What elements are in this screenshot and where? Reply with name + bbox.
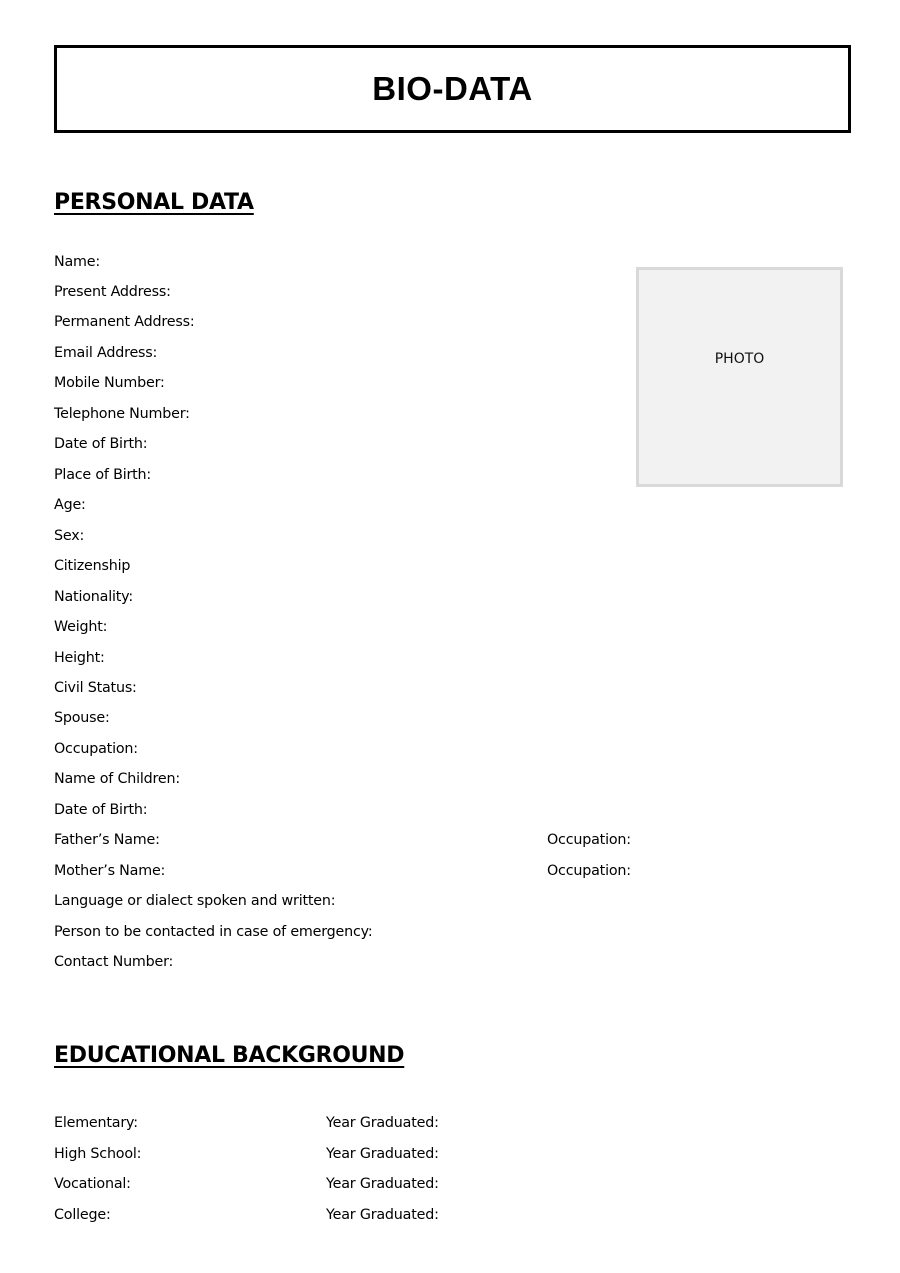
field-mothers-name-label: Mother’s Name: [54,863,166,879]
field-telephone-number-label: Telephone Number: [54,406,190,422]
field-sex-label: Sex: [54,528,85,544]
field-children-date-of-birth-label: Date of Birth: [54,802,148,818]
document-title: BIO-DATA [372,70,533,107]
field-emergency-contact-person-label: Person to be contacted in case of emergency: [54,924,373,940]
field-name-of-children-label: Name of Children: [54,771,180,787]
edu-college-label: College: [54,1207,111,1223]
field-weight-label: Weight: [54,619,108,635]
field-language-label: Language or dialect spoken and written: [54,893,336,909]
field-name-label: Name: [54,254,100,270]
field-civil-status-label: Civil Status: [54,680,137,696]
field-occupation-label: Occupation: [54,741,138,757]
field-citizenship-label: Citizenship [54,558,131,574]
field-contact-number-label: Contact Number: [54,954,174,970]
field-email-address-label: Email Address: [54,345,158,361]
field-permanent-address-label: Permanent Address: [54,314,195,330]
field-height-label: Height: [54,650,105,666]
field-spouse-label: Spouse: [54,710,110,726]
title-box [54,45,851,133]
field-age-label: Age: [54,497,86,513]
edu-vocational-year-label: Year Graduated: [326,1176,439,1192]
field-mobile-number-label: Mobile Number: [54,375,165,391]
photo-placeholder [636,267,843,487]
field-mother-occupation-label: Occupation: [547,863,631,879]
personal-data-heading: PERSONAL DATA [54,190,254,215]
field-present-address-label: Present Address: [54,284,171,300]
edu-elementary-year-label: Year Graduated: [326,1115,439,1131]
photo-label: PHOTO [714,351,765,367]
field-date-of-birth-label: Date of Birth: [54,436,148,452]
edu-vocational-label: Vocational: [54,1176,131,1192]
field-fathers-name-label: Father’s Name: [54,832,160,848]
field-place-of-birth-label: Place of Birth: [54,467,152,483]
field-nationality-label: Nationality: [54,589,133,605]
field-father-occupation-label: Occupation: [547,832,631,848]
educational-background-heading: EDUCATIONAL BACKGROUND [54,1043,405,1068]
edu-college-year-label: Year Graduated: [326,1207,439,1223]
edu-high-school-year-label: Year Graduated: [326,1146,439,1162]
edu-high-school-label: High School: [54,1146,142,1162]
edu-elementary-label: Elementary: [54,1115,138,1131]
